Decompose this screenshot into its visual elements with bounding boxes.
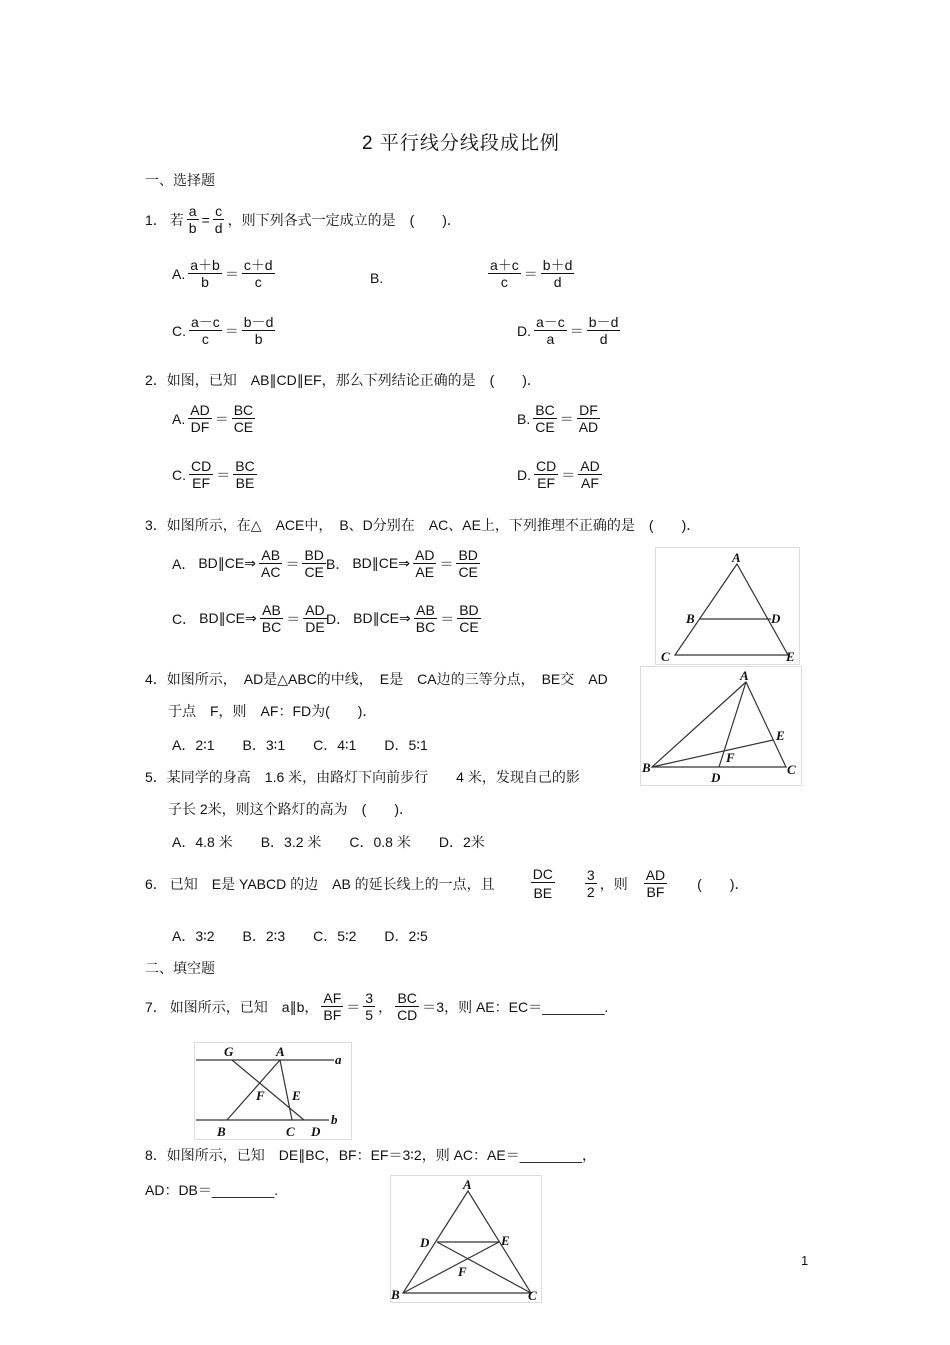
page-number: 1 xyxy=(801,1253,809,1268)
question-7: 7． 如图所示，已知 a∥b， $\frac{AF}{BF}$ ＝ $\frac{3}{5}$ ， $\frac{BC}{CD}$ ＝3，则 AE：EC＝________. xyxy=(145,990,609,1024)
question-4-line2: 于点 F，则 AF：FD为( )． xyxy=(168,703,377,719)
q3-option-b: B． BD∥CE⇒ $\frac{AD}{AE}$ ＝ $\frac{BD}{CE}$ xyxy=(326,547,478,581)
q1-option-a: A. $\frac{a+b}{b}$ ＝ $\frac{c+d}{c}$ xyxy=(172,257,273,291)
svg-text:E: E xyxy=(501,1233,510,1248)
svg-text:E: E xyxy=(292,1088,301,1103)
svg-text:E: E xyxy=(776,728,785,743)
svg-text:C: C xyxy=(661,649,670,664)
question-1 xyxy=(145,203,461,236)
q2-option-b: B. $\frac{BC}{CE}$ ＝ $\frac{DF}{AD}$ xyxy=(517,402,599,436)
q3-option-d: D． BD∥CE⇒ $\frac{AB}{BC}$ ＝ $\frac{BD}{CE}$ xyxy=(326,602,479,636)
q3-option-a: A． BD∥CE⇒ $\frac{AB}{AC}$ ＝ $\frac{BD}{CE}$ xyxy=(172,547,324,581)
svg-text:F: F xyxy=(458,1264,467,1279)
q1-equals: = xyxy=(201,211,210,228)
q5-options: A．4.8 米 B．3.2 米 C．0.8 米 D．2米 xyxy=(172,834,485,850)
svg-text:C: C xyxy=(528,1288,537,1303)
question-5-line2: 子长 2米，则这个路灯的高为 ( )． xyxy=(168,801,413,817)
q1-option-d: D. $\frac{a-c}{a}$ ＝ $\frac{b-d}{d}$ xyxy=(517,314,619,348)
svg-text:D: D xyxy=(311,1124,321,1139)
q8-figure xyxy=(390,1175,542,1306)
page-title: 2 平行线分线段成比例 xyxy=(362,133,560,154)
q1-pre: 若 xyxy=(169,211,184,228)
svg-text:A: A xyxy=(732,550,741,565)
q4-figure xyxy=(640,666,802,789)
q1-number: 1． xyxy=(145,211,167,228)
q1-frac-c-d: $\frac{c}{d}$ xyxy=(214,203,223,237)
svg-text:G: G xyxy=(224,1044,234,1059)
svg-text:B: B xyxy=(217,1124,226,1139)
q3-figure xyxy=(655,547,800,668)
svg-text:E: E xyxy=(786,649,795,664)
question-4-line1: 4．如图所示， AD是△ABC的中线， E是 CA边的三等分点， BE交 AD xyxy=(145,671,608,687)
q4-options: A．2∶1 B．3∶1 C．4∶1 D．5∶1 xyxy=(172,737,428,753)
q1-option-b-label: B. xyxy=(370,270,384,286)
q2-option-a: A. $\frac{AD}{DF}$ ＝ $\frac{BC}{CE}$ xyxy=(172,402,254,436)
question-6: 6． 已知 E是 YABCD 的边 AB 的延长线上的一点，且 $\frac{DC}{BE}$ $\frac{3}{2}$ ，则 $\frac{AD}{BF}$ ( )． xyxy=(145,866,749,902)
q2-option-c: C. $\frac{CD}{EF}$ ＝ $\frac{BC}{BE}$ xyxy=(172,458,255,492)
q1-frac-a-b: $\frac{a}{b}$ xyxy=(188,203,197,237)
svg-text:C: C xyxy=(787,762,796,777)
svg-text:B: B xyxy=(686,611,695,626)
svg-text:b: b xyxy=(331,1112,338,1127)
svg-text:F: F xyxy=(256,1088,265,1103)
svg-text:a: a xyxy=(335,1052,342,1067)
q1-option-c: C. $\frac{a-c}{c}$ ＝ $\frac{b-d}{b}$ xyxy=(172,314,274,348)
question-3: 3．如图所示，在△ ACE中， B、D分别在 AC、AE上，下列推理不正确的是 ( )． xyxy=(145,517,701,533)
svg-text:D: D xyxy=(711,770,721,785)
svg-text:B: B xyxy=(391,1287,400,1302)
q1-post: ，则下列各式一定成立的是 ( )． xyxy=(227,211,461,228)
question-2: 2．如图，已知 AB∥CD∥EF，那么下列结论正确的是 ( )． xyxy=(145,372,541,388)
q3-option-c: C． BD∥CE⇒ $\frac{AB}{BC}$ ＝ $\frac{AD}{DE}$ xyxy=(172,602,325,636)
section-fill: 二、填空题 xyxy=(145,960,215,976)
q7-figure xyxy=(194,1042,352,1143)
q6-options: A．3∶2 B．2∶3 C．5∶2 D．2∶5 xyxy=(172,928,428,944)
section-choice: 一、选择题 xyxy=(145,172,215,188)
svg-text:A: A xyxy=(276,1044,285,1059)
svg-text:F: F xyxy=(726,750,735,765)
question-8-line1: 8．如图所示，已知 DE∥BC，BF：EF＝3∶2，则 AC：AE＝________， xyxy=(145,1147,596,1163)
question-5-line1: 5．某同学的身高 1.6 米，由路灯下向前步行 4 米，发现自己的影 xyxy=(145,769,580,785)
svg-text:A: A xyxy=(463,1177,472,1192)
svg-text:A: A xyxy=(740,668,749,683)
svg-text:D: D xyxy=(771,611,781,626)
q2-option-d: D. $\frac{CD}{EF}$ ＝ $\frac{AD}{AF}$ xyxy=(517,458,600,492)
svg-text:B: B xyxy=(642,760,651,775)
svg-text:C: C xyxy=(286,1124,295,1139)
question-8-line2: AD：DB＝________. xyxy=(145,1182,279,1198)
svg-text:D: D xyxy=(420,1235,430,1250)
q1-option-b: $\frac{a+c}{c}$ ＝ $\frac{b+d}{d}$ xyxy=(490,257,573,291)
